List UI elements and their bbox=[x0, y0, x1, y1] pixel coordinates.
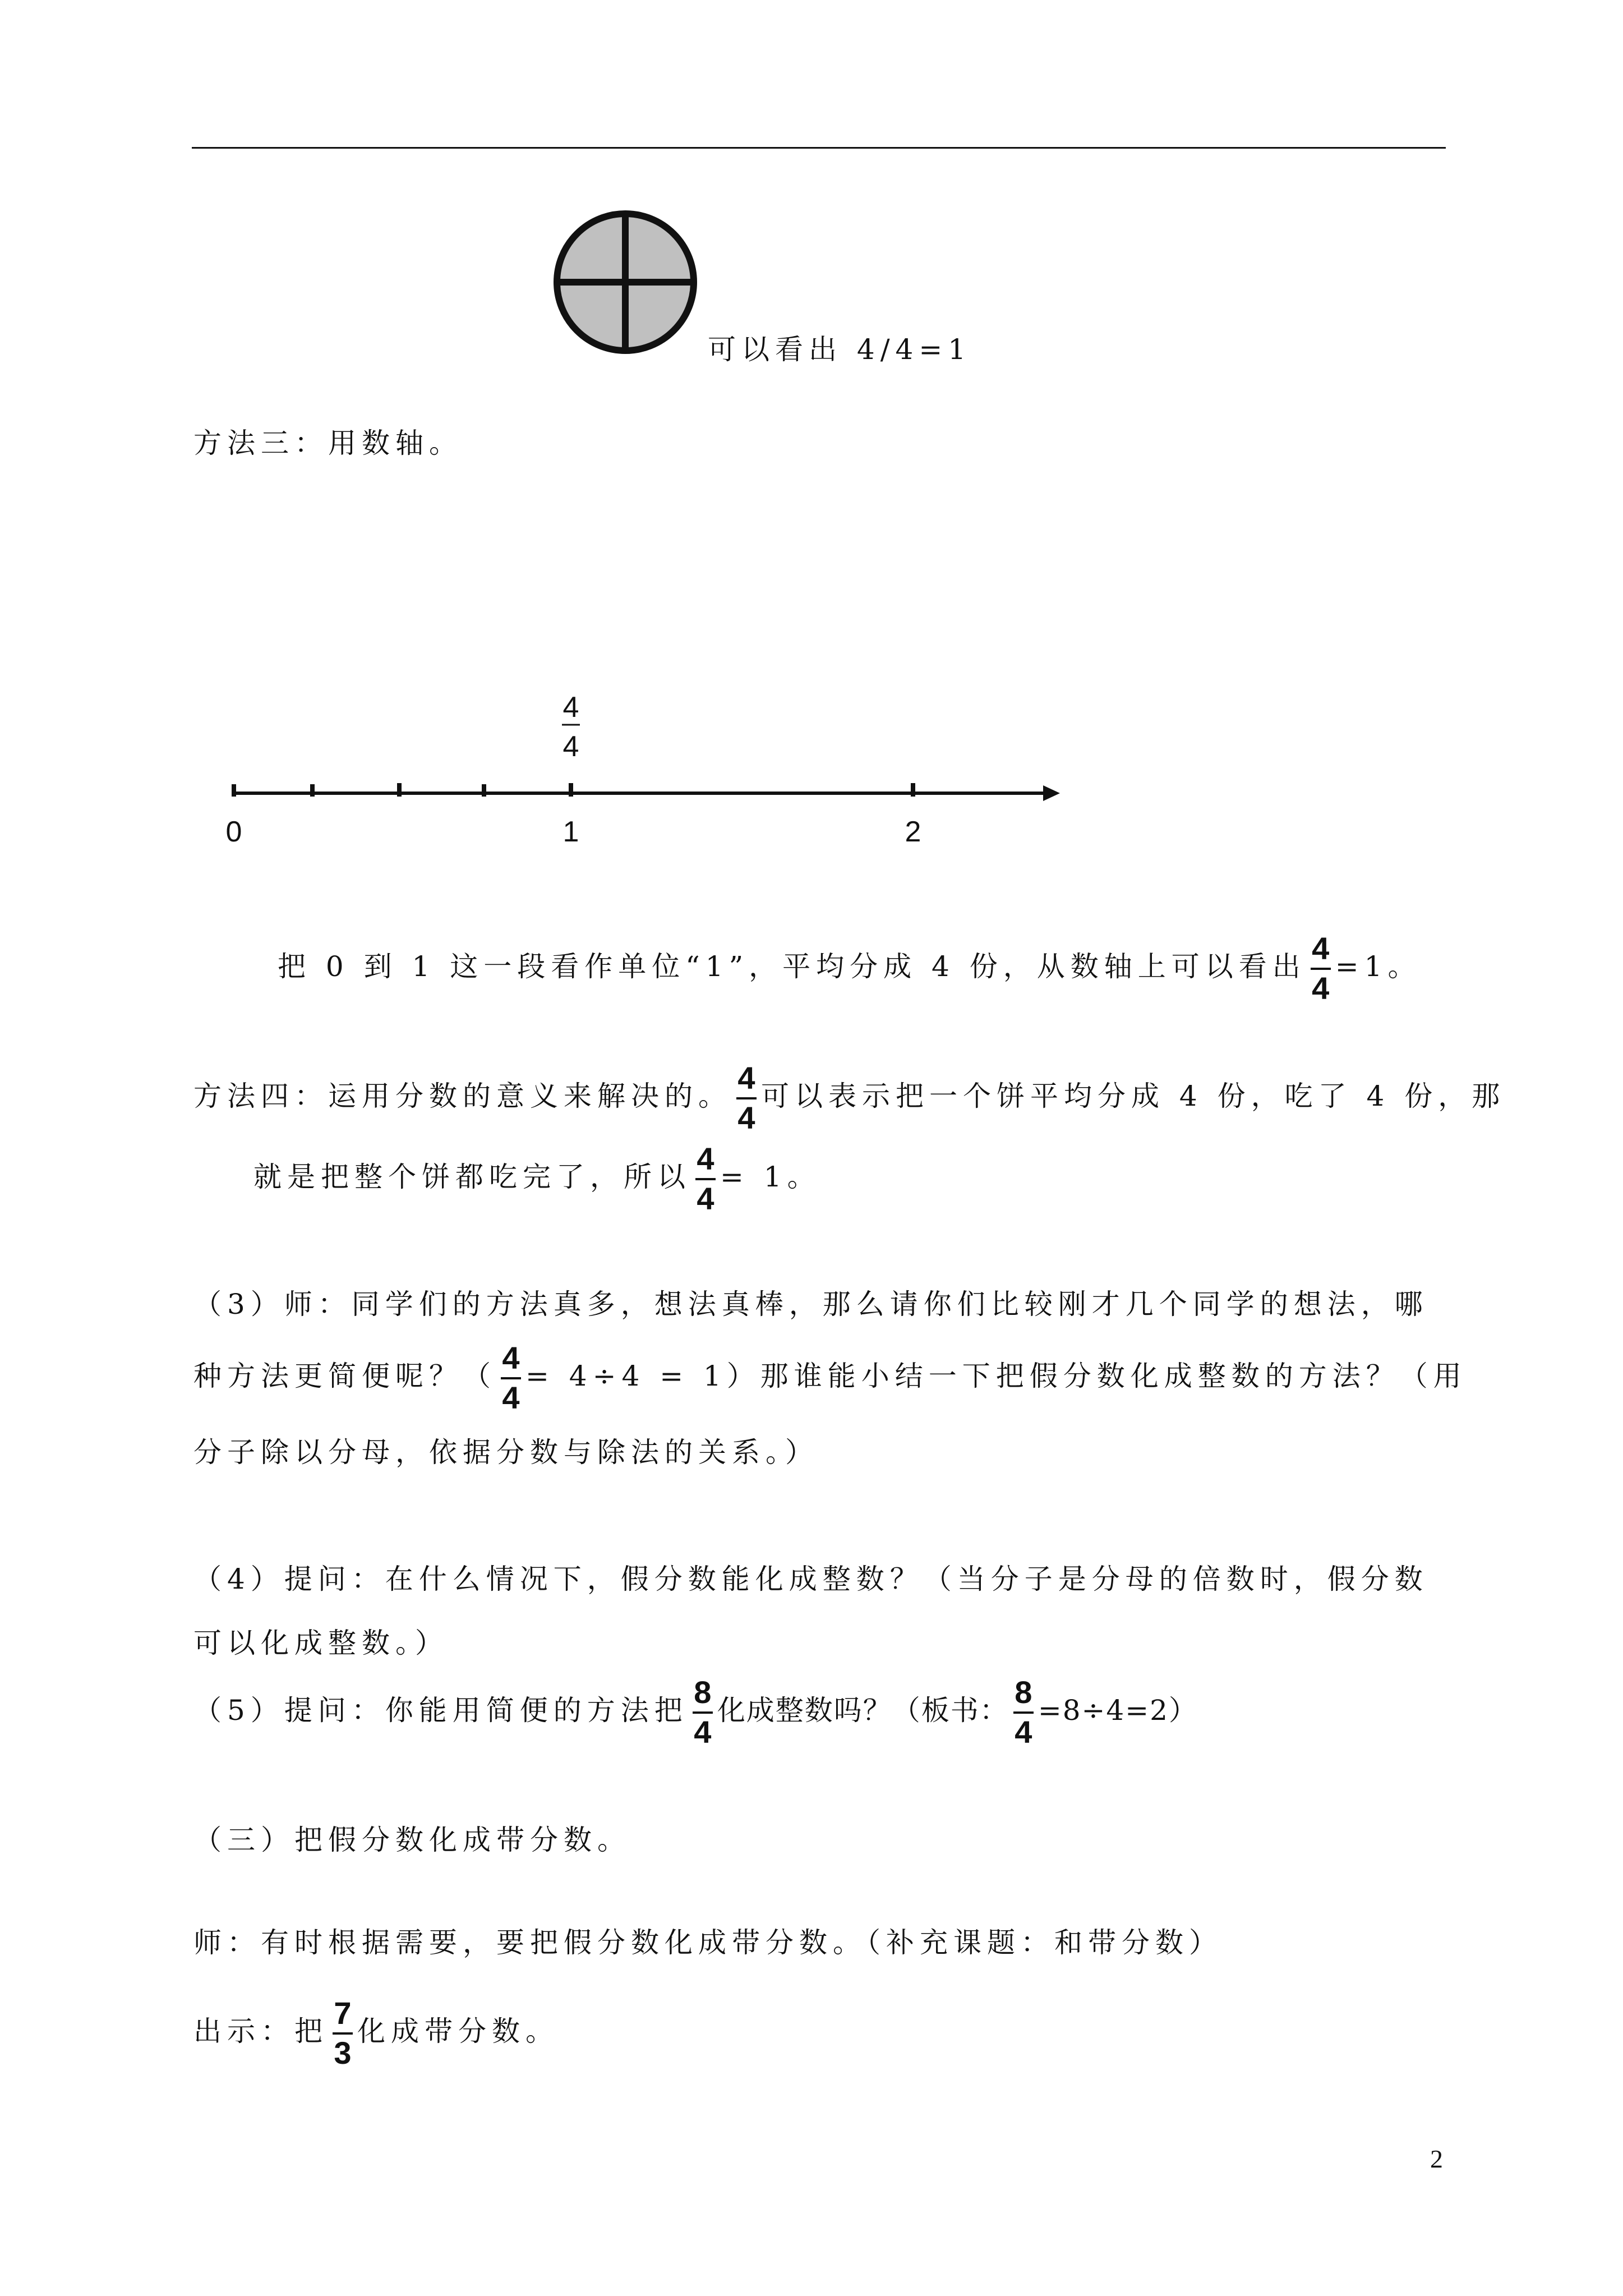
teacher-line: 师：有时根据需要，要把假分数化成带分数。（补充课题：和带分数） bbox=[193, 1926, 1223, 1959]
fraction-8-4 bbox=[1013, 1676, 1034, 1749]
fraction-numerator: 7 bbox=[334, 1995, 352, 2031]
fraction-4-4 bbox=[501, 1342, 521, 1415]
fraction-bar bbox=[1013, 1711, 1034, 1714]
fraction-denominator: 4 bbox=[694, 1714, 712, 1750]
number-line-label-1: 1 bbox=[562, 816, 579, 848]
number-line-explanation-result: =1。 bbox=[1335, 950, 1422, 983]
number-line-label-2: 2 bbox=[905, 816, 921, 848]
item3-line3: 分子除以分母，依据分数与除法的关系。） bbox=[193, 1436, 819, 1469]
fraction-numerator: 4 bbox=[1312, 931, 1330, 966]
number-line-arrowhead bbox=[1043, 785, 1060, 801]
number-line-top-numerator: 4 bbox=[562, 691, 579, 724]
fraction-4-4 bbox=[736, 1062, 757, 1135]
show-rest: 化成带分数。 bbox=[357, 2014, 559, 2047]
item5-middle: 化成整数吗？（板书： bbox=[717, 1694, 1009, 1727]
fraction-numerator: 4 bbox=[502, 1340, 520, 1375]
fraction-bar bbox=[695, 1178, 716, 1180]
page-number: 2 bbox=[1430, 2145, 1443, 2173]
number-line-explanation bbox=[278, 932, 1421, 1005]
number-line-label-0: 0 bbox=[225, 816, 242, 848]
item3-line2-text: 种方法更简便呢？（ bbox=[193, 1359, 496, 1392]
method4-line1-rest: 可以表示把一个饼平均分成 4 份，吃了 4 份，那 bbox=[761, 1079, 1506, 1112]
method3-heading: 方法三：用数轴。 bbox=[193, 427, 463, 459]
item5-result: =8÷4=2） bbox=[1038, 1694, 1198, 1727]
item5-text: （5）提问：你能用简便的方法把 bbox=[193, 1694, 688, 1727]
fraction-denominator: 4 bbox=[1312, 970, 1330, 1006]
fraction-8-4 bbox=[693, 1676, 713, 1749]
item4-line1: （4）提问：在什么情况下，假分数能化成整数？（当分子是分母的倍数时，假分数 bbox=[193, 1563, 1428, 1595]
fraction-denominator: 4 bbox=[502, 1379, 520, 1415]
fraction-numerator: 4 bbox=[697, 1141, 714, 1176]
method4-line2-rest: = 1。 bbox=[720, 1160, 821, 1193]
fraction-bar bbox=[333, 2032, 353, 2035]
item3-line2 bbox=[193, 1342, 1467, 1415]
header-rule bbox=[192, 147, 1446, 149]
item5-line bbox=[193, 1676, 1198, 1749]
show-line bbox=[193, 1997, 559, 2070]
fraction-numerator: 4 bbox=[737, 1060, 755, 1096]
item3-line2-rest: = 4÷4 = 1）那谁能小结一下把假分数化成整数的方法？（用 bbox=[525, 1359, 1467, 1392]
fraction-denominator: 4 bbox=[697, 1180, 714, 1216]
fraction-bar bbox=[693, 1711, 713, 1714]
item3-line1: （3）师：同学们的方法真多，想法真棒，那么请你们比较刚才几个同学的想法，哪 bbox=[193, 1288, 1428, 1320]
fraction-bar bbox=[736, 1097, 757, 1099]
method4-line1-text: 方法四：运用分数的意义来解决的。 bbox=[193, 1079, 732, 1112]
number-line bbox=[213, 690, 1066, 858]
method4-line2-text: 就是把整个饼都吃完了，所以 bbox=[253, 1160, 691, 1193]
number-line-explanation-text: 把 0 到 1 这一段看作单位“1”，平均分成 4 份，从数轴上可以看出 bbox=[278, 950, 1306, 983]
fraction-numerator: 8 bbox=[1015, 1674, 1032, 1710]
fraction-4-4 bbox=[1311, 932, 1331, 1005]
item4-line2: 可以化成整数。） bbox=[193, 1627, 449, 1659]
fraction-denominator: 4 bbox=[737, 1099, 755, 1135]
fraction-numerator: 8 bbox=[694, 1674, 712, 1710]
method4-line2 bbox=[253, 1143, 821, 1216]
fraction-7-3 bbox=[333, 1997, 353, 2070]
section3-heading: （三）把假分数化成带分数。 bbox=[193, 1824, 631, 1856]
fraction-bar bbox=[1311, 968, 1331, 970]
fraction-denominator: 4 bbox=[1015, 1714, 1032, 1750]
pie-quarters-figure bbox=[550, 206, 701, 358]
show-text: 出示：把 bbox=[193, 2014, 328, 2047]
fraction-4-4 bbox=[695, 1143, 716, 1216]
fraction-denominator: 3 bbox=[334, 2035, 352, 2070]
pie-caption: 可以看出 4/4=1 bbox=[708, 333, 972, 366]
method4-line1 bbox=[193, 1062, 1505, 1135]
fraction-bar bbox=[501, 1377, 521, 1379]
number-line-top-denominator: 4 bbox=[562, 730, 579, 763]
